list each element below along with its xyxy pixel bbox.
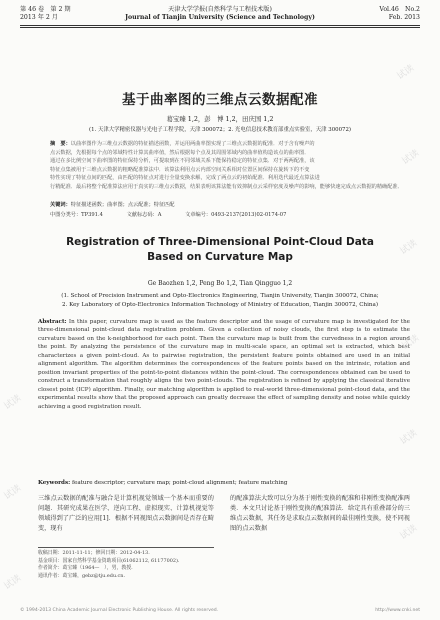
authors-cn: 葛宝臻 1,2，彭 博 1,2，田庆国 1,2	[166, 115, 274, 123]
header-journal: 天津大学学报(自然科学与工程技术版) Journal of Tianjin University (Science and Technology)	[125, 6, 315, 21]
header-volume: 第 46 卷 第 2 期 2013 年 2 月	[20, 6, 71, 21]
footnotes	[38, 550, 224, 580]
keywords-cn: 关键词：特征描述函数；曲率图；点云配准；特征匹配	[50, 202, 175, 208]
footnote-rule	[38, 547, 214, 548]
title-en-line-1: Registration of Three-Dimensional Point-Cloud Data	[66, 236, 374, 248]
abstract-cn-line: 行精配准．最后将整个配准算法应用于真实的三维点云数据，结果表明该算法能有效抑制点云采样密度及噪声的影响，能够快速完成点云数据的精确配准．	[50, 183, 403, 190]
footer-url[interactable]: http://www.cnki.net	[375, 608, 420, 613]
keywords-en-label: Keywords:	[38, 480, 71, 486]
abstract-en	[38, 318, 410, 411]
document-code: 文献标志码：A	[126, 212, 162, 218]
body-column-right: 的配准算法大致可以分为基于刚性变换的配准和非刚性变换配准两类．本文只讨论基于刚性变换的配准算法．给定具有重叠部分的三维点云数据，其任务是求取点云数据间的最佳刚性变换，使不同视图的点云数据	[230, 495, 410, 532]
running-header	[20, 6, 420, 28]
header-issue: Vol.46 No.2 Feb. 2013	[379, 6, 420, 21]
abstract-cn-line: 点云数据，先根据每个点的邻域特性计算其曲率值，然后根据每个点及其周围邻域内的曲率值构造该点的曲率图．	[50, 149, 310, 156]
abstract-en-text: In this paper, curvature map is used as the feature descriptor and the usage of curvature map is investigated for the three-dimensional point-cloud data registration problem. Given a collection of noisy clouds, the first step is to estimate the curvature based on the k-neighborhood for each point. Then the curvature map is built from the curvedness in a region around the point. By analyzing the persistence of the curvature map in multi-scale space, an optimal set is extracted, which best characterizes a given point-cloud. As to pairwise registration, the persistent feature points obtained are used in an initial alignment algorithm. The algorithm determines the correspondences of the feature points based on the intrinsic, rotation and position invariant properties of the point-to-point distances within the point-cloud. The correspondences obtained can be used to construct a transformation that roughly aligns the two point-clouds. The registration is refined by applying the classical iterative closest point (ICP) algorithm. Finally, our matching algorithm is applied to real-world three-dimensional point-cloud data, and the experimental results show that the proposed approach can greatly decrease the effect of sampling density and noise while quickly achieving a good registration result.	[38, 319, 410, 410]
paper-page: 第 46 卷 第 2 期 2013 年 2 月 天津大学学报(自然科学与工程技术版) Journal of Tianjin University (Science and Technology) Vol.46 No.2 Feb. 2013 基于曲率图的三维点云数据配准 葛宝臻 1,2，彭 博 1,2，田庆国 1,2 (1. 天津大学精密仪器与光电子工程学院，天津 300072；2. 光电信息技术教育部重点实验室，天津 300072) 摘 要：以曲率图作为三维点云数据的特征描述函数，并运用两曲率图实现了三维点云数据的配准．对于含有噪声的 点云数据，先根据每个点的邻域特性计算其曲率值，然后根据每个点及其周围邻域内的曲率值构造该点的曲率图． 通过在多比例空间下曲率图的特征保持分析，可提取到在不同邻域关系下能保持稳定的特征点集．对于两两配准，该 特征点集被用于三维点云数据的粗略配准算法中．该算法利用点云内部空间关系相对位置区间保持在旋转下的不变 特性实现了特征点间的匹配，由匹配的特征点对进行全量变换求解，完成了两点云的初始配准．利用迭代最近点算法进 行精配准．最后将整个配准算法应用于真实的三维点云数据，结果表明该算法能有效抑制点云采样密度及噪声的影响，能够快速完成点云数据的精确配准． 关键词：特征描述函数；曲率图；点云配准；特征匹配 中图分类号：TP391.4 文献标志码：A 文章编号：0493-2137(2013)02-0174-07 Registration of Three-Dimensional Point-Cloud Data Based on Curvature Map Ge Baozhen 1,2, Peng Bo 1,2, Tian Qingguo 1,2 (1. School of Precision Instrument and Opto-Electronics Engineering, Tianjin University, Tianjin 300072, China; 2. Key Laboratory of Opto-Electronics Information Technology of Ministry of Education, Tianjin 300072, China) Abstract: In this paper, curvature map is used as the feature descriptor and the usage of curvature map is investigated for the three-dimensional point-cloud data registration problem. Given a collection of noisy clouds, the first step is to estimate the curvature based on the k-neighborhood for each point. Then the curvature map is built from the curvedness in a region around the point. By analyzing the persistence of the curvature map in multi-scale space, an optimal set is extracted, which best characterizes a given point-cloud. As to pairwise registration, the persistent feature points obtained are used in an initial alignment algorithm. The algorithm determines the correspondences of the feature points based on the intrinsic, rotation and position invariant properties of the point-to-point distances within the point-cloud. The correspondences obtained can be used to construct a transformation that roughly aligns the two point-clouds. The registration is refined by applying the classical iterative closest point (ICP) algorithm. Finally, our matching algorithm is applied to real-world three-dimensional point-cloud data, and the experimental results show that the proposed approach can greatly decrease the effect of sampling density and noise while quickly achieving a good registration result. Keywords: feature descriptor; curvature map; point-cloud alignment; feature matching 三维点云数据的配准与融合是计算机视觉领域一个基本而重要的问题．其研究成果在医学、逆向工程、虚拟现实、计算机视觉等领域得到了广泛的应用[1]．根据不同视图点云数据间是否存在畸变，现有 的配准算法大致可以分为基于刚性变换的配准和非刚性变换配准两类．本文只讨论基于刚性变换的配准算法．给定具有重叠部分的三维点云数据，其任务是求取点云数据间的最佳刚性变换，使不同视图的点云数据 收稿日期：2011-11-11；修回日期：2012-04-13. 基金项目：国家自然科学基金资助项目(61062112, 61177002). 作者简介：葛宝臻（1964— ），男，教授. 通讯作者：葛宝臻，gebz@tju.edu.cn. © 1994-2013 China Academic Journal Electronic Publishing House. All rights reserved. http://www.cnki.net 试读 试读 试读 试读 试读 试读 试读 试读 试读	[2, 6, 422, 613]
clc-number: 中图分类号：TP391.4	[50, 212, 103, 218]
abstract-cn-label: 摘 要：	[50, 141, 71, 147]
classification-info	[50, 211, 410, 219]
title-en-line-2: Based on Curvature Map	[147, 251, 293, 263]
footnote-received: 收稿日期：2011-11-11；修回日期：2012-04-13.	[38, 550, 150, 556]
article-id: 文章编号：0493-2137(2013)02-0174-07	[185, 212, 287, 218]
page-footer	[20, 608, 420, 613]
title-cn: 基于曲率图的三维点云数据配准	[122, 92, 318, 108]
affiliation-cn: (1. 天津大学精密仪器与光电子工程学院，天津 300072；2. 光电信息技术教育部重点实验室，天津 300072)	[89, 127, 351, 133]
footnote-author: 作者简介：葛宝臻（1964— ），男，教授.	[38, 565, 133, 571]
keywords-cn-label: 关键词：	[50, 202, 71, 208]
body-column-left: 三维点云数据的配准与融合是计算机视觉领域一个基本而重要的问题．其研究成果在医学、逆向工程、虚拟现实、计算机视觉等领域得到了广泛的应用[1]．根据不同视图点云数据间是否存在畸变，现有	[38, 495, 214, 532]
abstract-cn-line: 摘 要：以曲率图作为三维点云数据的特征描述函数，并运用两曲率图实现了三维点云数据的配准．对于含有噪声的	[50, 141, 315, 147]
abstract-en-label: Abstract:	[38, 319, 67, 325]
affiliations-en: (1. School of Precision Instrument and Opto-Electronics Engineering, Tianjin University, Tianjin 300072, China; 2. Key Laboratory of Opto-Electronics Information Technology of Ministry of Education, Tianjin 300072, China)	[61, 293, 379, 308]
authors-en: Ge Baozhen 1,2, Peng Bo 1,2, Tian Qingguo 1,2	[147, 280, 293, 287]
header-rule	[20, 25, 420, 26]
keywords-en: Keywords: feature descriptor; curvature map; point-cloud alignment; feature matching	[38, 480, 288, 486]
abstract-cn-line: 特征点集被用于三维点云数据的粗略配准算法中．该算法利用点云内部空间关系相对位置区间保持在旋转下的不变	[50, 166, 310, 173]
footnote-funding: 基金项目：国家自然科学基金资助项目(61062112, 61177002).	[38, 557, 180, 564]
abstract-cn-line: 通过在多比例空间下曲率图的特征保持分析，可提取到在不同邻域关系下能保持稳定的特征点集．对于两两配准，该	[50, 158, 315, 164]
footnote-corresponding: 通讯作者：葛宝臻，gebz@tju.edu.cn.	[38, 572, 125, 579]
copyright-notice: © 1994-2013 China Academic Journal Electronic Publishing House. All rights reserved.	[20, 608, 219, 613]
header-rule-thin	[20, 27, 420, 28]
abstract-cn-line: 特性实现了特征点间的匹配，由匹配的特征点对进行全量变换求解，完成了两点云的初始配准．利用迭代最近点算法进	[50, 175, 320, 181]
